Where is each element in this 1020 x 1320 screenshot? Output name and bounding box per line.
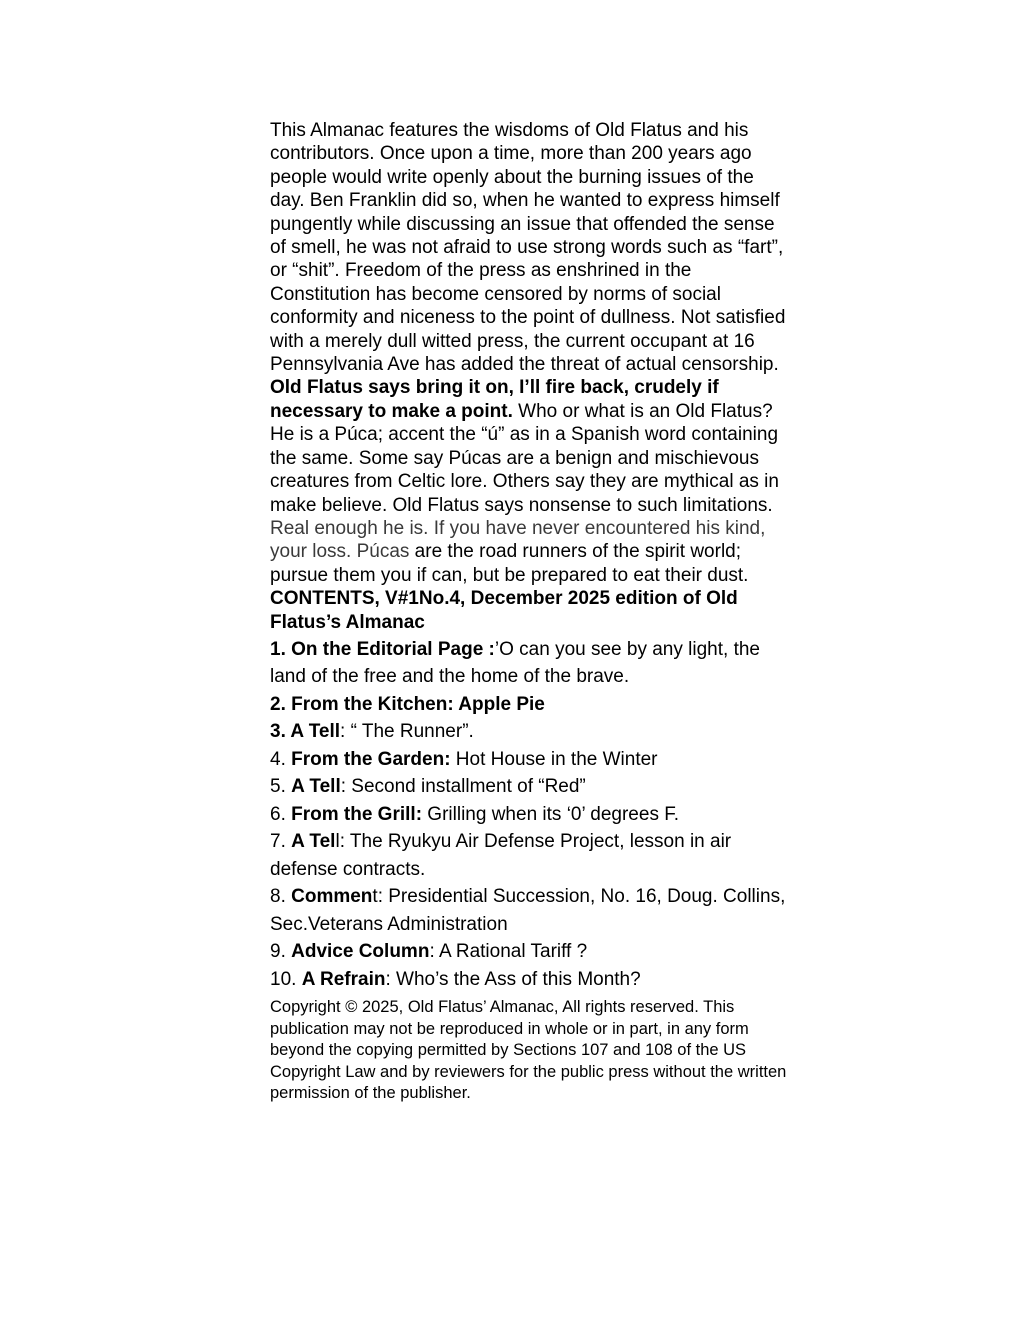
contents-item-1 [270, 636, 790, 691]
contents-item-2 [270, 691, 790, 719]
item-title: A Tell [290, 721, 341, 743]
contents-item-6 [270, 801, 790, 829]
contents-heading: CONTENTS, V#1No.4, December 2025 edition of Old Flatus’s Almanac [270, 588, 738, 633]
item-title: Advice Column [291, 941, 430, 963]
contents-item-10 [270, 966, 790, 994]
contents-list [270, 636, 790, 994]
contents-item-9 [270, 938, 790, 966]
intro-text-2: Who or what is an Old Flatus? He is a Púca; accent the “ú” as in a Spanish word containing the same. Some say Púcas are a benign and mischievous creatures from Celtic lore. Others say they are mythical as in make believe. Old Flatus says nonsense to such limitations. [270, 400, 779, 516]
item-text: ’O can you see by any light, the land of the free and the home of the brave. [270, 638, 760, 688]
intro-paragraph [270, 119, 790, 587]
contents-item-3 [270, 718, 790, 746]
item-title: A Refrain [301, 968, 386, 990]
item-text: t: Presidential Succession, No. 16, Doug. Collins, Sec.Veterans Administration [270, 886, 786, 935]
item-title: From the Grill: [291, 803, 423, 825]
intro-text-1: This Almanac features the wisdoms of Old Flatus and his contributors. Once upon a time, more than 200 years ago people would write openly about the burning issues of the day. Ben Franklin did so, when he wanted to express himself pungently while discussing an issue that offended the sense of smell, he was not afraid to use strong words such as “fart”, or “shit”. Freedom of the press as enshrined in the Constitution has become censored by norms of social conformity and niceness to the point of dullness. Not satisfied with a merely dull witted press, the current occupant at 16 Pennsylvania Ave has added the threat of actual censorship. [270, 120, 786, 376]
item-title: On the Editorial Page : [291, 638, 495, 660]
item-number: 3. [270, 721, 291, 743]
item-title: Commen [291, 886, 373, 908]
item-title: A Tel [291, 831, 336, 853]
item-number: 9. [270, 941, 292, 963]
contents-item-7 [270, 828, 790, 883]
intro-text-grey: Real enough he is. If you have never encountered his kind, your loss. Púcas [270, 517, 766, 563]
item-number: 6. [270, 803, 292, 825]
item-number: 8. [270, 886, 292, 908]
item-text: Hot House in the Winter [450, 748, 658, 770]
item-title: From the Kitchen: Apple Pie [291, 693, 545, 715]
item-text: : A Rational Tariff ? [429, 941, 588, 963]
item-text: Grilling when its ‘0’ degrees F. [422, 803, 679, 825]
item-number: 10. [270, 968, 302, 990]
item-number: 7. [270, 831, 292, 853]
item-number: 4. [270, 748, 292, 770]
copyright-notice: Copyright © 2025, Old Flatus’ Almanac, All rights reserved. This publication may not be reproduced in whole or in part, in any form beyond the copying permitted by Sections 107 and 108 of the US Copyright Law and by reviewers for the public press without the written permission of the publisher. [270, 998, 787, 1103]
item-title: From the Garden: [291, 748, 451, 770]
almanac-page [270, 119, 790, 1105]
item-number: 2. [270, 693, 292, 715]
item-title: A Tell [291, 776, 341, 798]
item-text: : Second installment of “Red” [340, 776, 586, 798]
intro-bold-statement: Old Flatus says bring it on, I’ll fire back, crudely if necessary to make a point. [270, 377, 719, 422]
contents-item-8 [270, 883, 790, 938]
item-text: : Who’s the Ass of this Month? [385, 968, 641, 990]
contents-item-4 [270, 746, 790, 774]
item-number: 1. [270, 638, 292, 660]
item-text: : “ The Runner”. [340, 721, 474, 743]
contents-item-5 [270, 773, 790, 801]
item-number: 5. [270, 776, 292, 798]
intro-text-3: are the road runners of the spirit world; pursue them you if can, but be prepared to eat their dust. [270, 541, 749, 586]
item-text: l: The Ryukyu Air Defense Project, lesson in air defense contracts. [270, 831, 732, 880]
